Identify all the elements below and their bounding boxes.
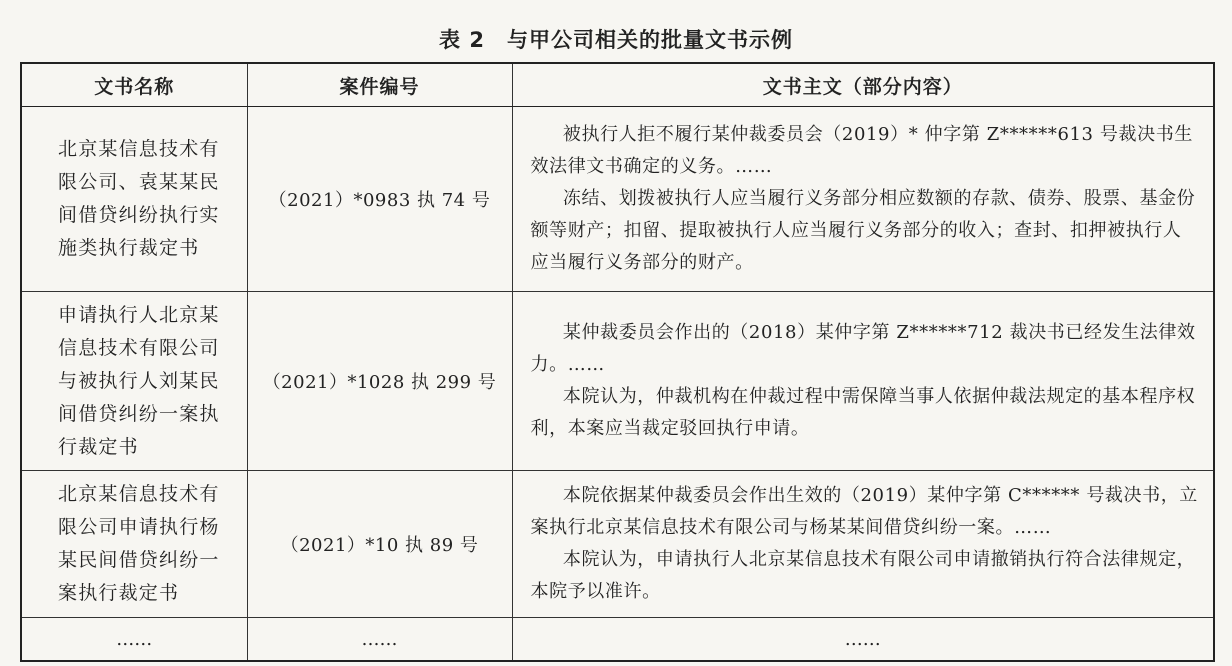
table-row: [21, 471, 1214, 618]
body-paragraph: 某仲裁委员会作出的（2018）某仲字第 Z******712 裁决书已经发生法律效力。……: [530, 322, 1196, 375]
doc-name-cell: 北京某信息技术有限公司申请执行杨某民间借贷纠纷一案执行裁定书: [21, 471, 247, 618]
header-doc-name: 文书名称: [21, 63, 247, 107]
ellipsis-cell: ……: [512, 618, 1214, 662]
body-paragraph: 本院认为，仲裁机构在仲裁过程中需保障当事人依据仲裁法规定的基本程序权利，本案应当裁定驳回执行申请。: [530, 386, 1196, 439]
body-paragraph: 被执行人拒不履行某仲裁委员会（2019）* 仲字第 Z******613 号裁决书生效法律文书确定的义务。……: [530, 124, 1193, 177]
doc-body-cell: [512, 471, 1214, 618]
header-doc-body: 文书主文（部分内容）: [512, 63, 1214, 107]
doc-name-cell: 北京某信息技术有限公司、袁某某民间借贷纠纷执行实施类执行裁定书: [21, 107, 247, 292]
body-paragraph: 本院依据某仲裁委员会作出生效的（2019）某仲字第 C****** 号裁决书，立案执行北京某信息技术有限公司与杨某某间借贷纠纷一案。……: [530, 485, 1198, 538]
doc-name-cell: 申请执行人北京某信息技术有限公司与被执行人刘某民间借贷纠纷一案执行裁定书: [21, 292, 247, 471]
header-case-no: 案件编号: [247, 63, 512, 107]
document-table: [20, 62, 1215, 662]
ellipsis-row: [21, 618, 1214, 662]
doc-body-cell: [512, 292, 1214, 471]
body-paragraph: 冻结、划拨被执行人应当履行义务部分相应数额的存款、债券、股票、基金份额等财产；扣留、提取被执行人应当履行义务部分的收入；查封、扣押被执行人应当履行义务部分的财产。: [530, 188, 1196, 273]
ellipsis-cell: ……: [247, 618, 512, 662]
header-row: [21, 63, 1214, 107]
table-row: [21, 107, 1214, 292]
case-no-cell: （2021）*10 执 89 号: [247, 471, 512, 618]
ellipsis-cell: ……: [21, 618, 247, 662]
table-row: [21, 292, 1214, 471]
case-no-cell: （2021）*0983 执 74 号: [247, 107, 512, 292]
doc-body-cell: [512, 107, 1214, 292]
body-paragraph: 本院认为，申请执行人北京某信息技术有限公司申请撤销执行符合法律规定，本院予以准许。: [530, 549, 1196, 602]
table-caption: 表 2 与甲公司相关的批量文书示例: [439, 28, 793, 52]
case-no-cell: （2021）*1028 执 299 号: [247, 292, 512, 471]
